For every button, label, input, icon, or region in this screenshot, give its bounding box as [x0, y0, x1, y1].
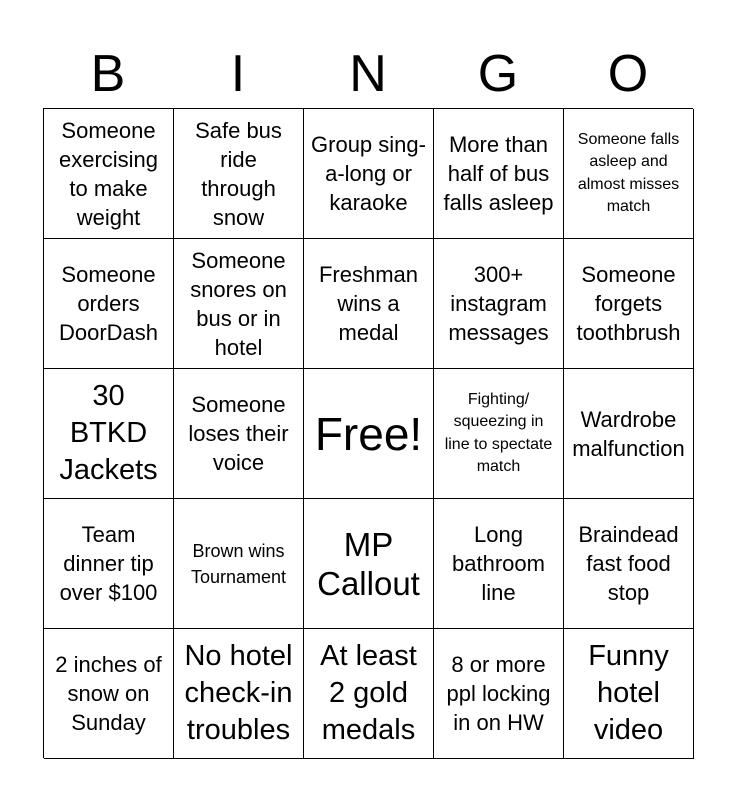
cell-text: No hotel check-in troubles	[184, 640, 293, 746]
cell-text: Someone loses their voice	[188, 392, 289, 475]
header-letter-o: O	[607, 45, 649, 103]
cell-text: Fighting/ squeezing in line to spectate match	[444, 390, 553, 475]
bingo-cell[interactable]	[174, 109, 304, 239]
bingo-cell[interactable]	[174, 369, 304, 499]
cell-text: Long bathroom line	[452, 522, 545, 605]
bingo-cell[interactable]	[44, 109, 174, 239]
cell-text: Freshman wins a medal	[318, 262, 419, 345]
cell-text: Group sing-a-long or karaoke	[311, 132, 426, 215]
bingo-card-grid	[43, 108, 693, 758]
bingo-cell[interactable]	[304, 629, 434, 759]
bingo-cell[interactable]	[44, 499, 174, 629]
cell-text: Someone snores on bus or in hotel	[190, 247, 287, 360]
header-letter-n: N	[349, 45, 387, 103]
cell-text: Team dinner tip over $100	[59, 522, 158, 605]
cell-text: 2 inches of snow on Sunday	[55, 652, 162, 735]
bingo-cell[interactable]	[174, 499, 304, 629]
bingo-cell[interactable]	[304, 109, 434, 239]
bingo-cell[interactable]	[434, 499, 564, 629]
bingo-cell[interactable]	[434, 239, 564, 369]
bingo-cell[interactable]	[304, 499, 434, 629]
header-letter-b: B	[90, 45, 126, 103]
bingo-cell[interactable]	[44, 369, 174, 499]
cell-text: Someone orders DoorDash	[58, 262, 159, 345]
cell-text: Someone forgets toothbrush	[576, 262, 681, 345]
cell-text: 300+ instagram messages	[448, 262, 549, 345]
bingo-cell[interactable]	[174, 239, 304, 369]
free-space-text: Free!	[314, 407, 423, 460]
cell-text: Someone exercising to make weight	[58, 117, 159, 230]
bingo-cell[interactable]	[564, 629, 694, 759]
bingo-header	[43, 40, 693, 108]
bingo-cell[interactable]	[44, 629, 174, 759]
bingo-cell[interactable]	[564, 369, 694, 499]
bingo-cell[interactable]	[434, 629, 564, 759]
cell-text: Wardrobe malfunction	[572, 406, 685, 461]
bingo-cell[interactable]	[174, 629, 304, 759]
cell-text: MP Callout	[317, 525, 420, 602]
bingo-cell[interactable]	[564, 109, 694, 239]
cell-text: Safe bus ride through snow	[195, 117, 282, 230]
cell-text: Brown wins Tournament	[190, 540, 287, 587]
cell-text: Someone falls asleep and almost misses match	[577, 130, 680, 215]
bingo-cell[interactable]	[564, 239, 694, 369]
header-letter-i: I	[230, 45, 246, 103]
cell-text: 8 or more ppl locking in on HW	[446, 652, 551, 735]
bingo-cell[interactable]	[564, 499, 694, 629]
cell-text: 30 BTKD Jackets	[59, 380, 158, 486]
bingo-cell[interactable]	[434, 109, 564, 239]
cell-text: More than half of bus falls asleep	[443, 132, 554, 215]
free-space-cell[interactable]	[304, 369, 434, 499]
bingo-cell[interactable]	[304, 239, 434, 369]
bingo-cell[interactable]	[44, 239, 174, 369]
cell-text: Braindead fast food stop	[578, 522, 679, 605]
cell-text: Funny hotel video	[588, 640, 669, 746]
cell-text: At least 2 gold medals	[320, 640, 417, 746]
bingo-cell[interactable]	[434, 369, 564, 499]
header-letter-g: G	[477, 45, 519, 103]
